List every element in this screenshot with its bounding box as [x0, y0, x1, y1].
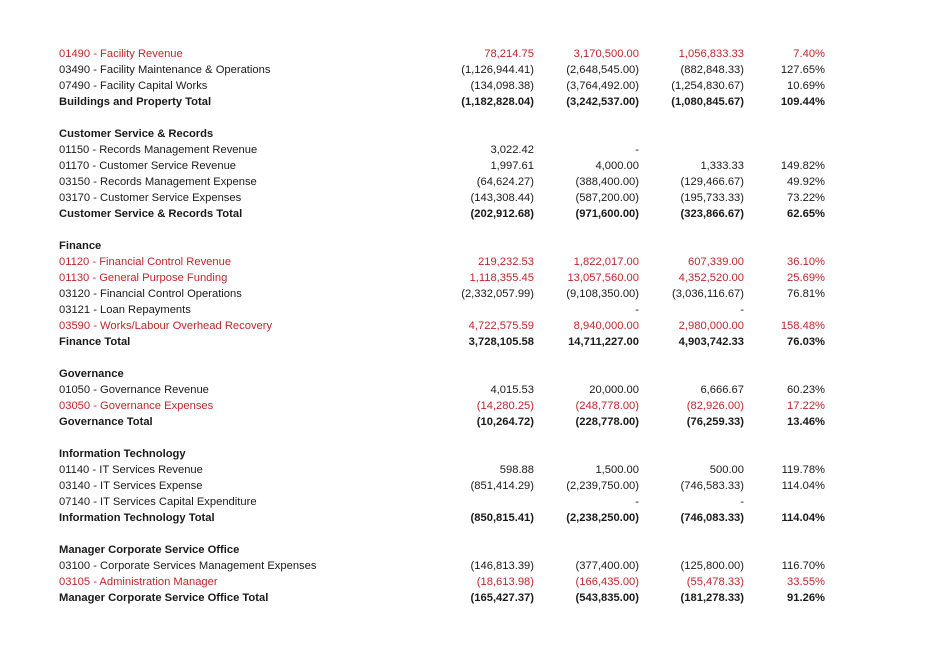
ytd-budget-value: 1,056,833.33: [678, 48, 744, 60]
table-row: [59, 142, 839, 158]
ytd-budget-value: 607,339.00: [688, 256, 744, 268]
budget-value: (2,648,545.00): [566, 64, 639, 76]
actual-value: (64,624.27): [476, 176, 534, 188]
actual-value: 1,118,355.45: [469, 272, 534, 284]
percent-value: 76.03%: [787, 336, 825, 348]
ytd-budget-value: 4,903,742.33: [678, 336, 744, 348]
spacer-row: [59, 222, 839, 238]
budget-value: (377,400.00): [575, 560, 639, 572]
row-label: Manager Corporate Service Office: [59, 544, 240, 556]
row-label: 03050 - Governance Expenses: [59, 400, 214, 412]
ytd-budget-value: (195,733.33): [680, 192, 744, 204]
section-header: [59, 126, 839, 142]
table-row: [59, 270, 839, 286]
budget-value: (3,242,537.00): [566, 96, 639, 108]
percent-value: 149.82%: [780, 160, 825, 172]
actual-value: (146,813.39): [470, 560, 534, 572]
table-row: [59, 302, 839, 318]
ytd-budget-value: -: [740, 304, 744, 316]
row-label: Manager Corporate Service Office Total: [59, 592, 269, 604]
percent-value: 158.48%: [780, 320, 825, 332]
row-label: Information Technology: [59, 448, 186, 460]
budget-report-table: [59, 46, 839, 606]
budget-value: (166,435.00): [575, 576, 639, 588]
row-label: Governance: [59, 368, 124, 380]
budget-value: (388,400.00): [575, 176, 639, 188]
actual-value: 598.88: [499, 464, 534, 476]
table-row: [59, 46, 839, 62]
percent-value: 114.04%: [781, 480, 825, 492]
row-label: 07490 - Facility Capital Works: [59, 80, 208, 92]
ytd-budget-value: 6,666.67: [700, 384, 744, 396]
actual-value: 4,015.53: [490, 384, 534, 396]
row-label: 03590 - Works/Labour Overhead Recovery: [59, 320, 273, 332]
actual-value: (1,126,944.41): [461, 64, 534, 76]
actual-value: (850,815.41): [470, 512, 534, 524]
row-label: 03120 - Financial Control Operations: [59, 288, 242, 300]
row-label: 01050 - Governance Revenue: [59, 384, 209, 396]
actual-value: (165,427.37): [470, 592, 534, 604]
ytd-budget-value: (746,083.33): [680, 512, 744, 524]
actual-value: 1,997.61: [490, 160, 534, 172]
spacer-row: [59, 430, 839, 446]
percent-value: 127.65%: [780, 64, 825, 76]
percent-value: 13.46%: [787, 416, 825, 428]
table-row: [59, 174, 839, 190]
table-row: [59, 574, 839, 590]
budget-value: (587,200.00): [575, 192, 639, 204]
section-total-row: [59, 590, 839, 606]
actual-value: (851,414.29): [470, 480, 534, 492]
budget-value: (2,239,750.00): [566, 480, 639, 492]
row-label: 03140 - IT Services Expense: [59, 480, 203, 492]
actual-value: 219,232.53: [478, 256, 534, 268]
table-row: [59, 286, 839, 302]
percent-value: 10.69%: [787, 80, 825, 92]
actual-value: (1,182,828.04): [461, 96, 534, 108]
ytd-budget-value: (76,259.33): [686, 416, 744, 428]
budget-value: (2,238,250.00): [566, 512, 639, 524]
percent-value: 91.26%: [787, 592, 825, 604]
actual-value: 3,728,105.58: [468, 336, 534, 348]
budget-value: -: [635, 144, 639, 156]
actual-value: 78,214.75: [484, 48, 534, 60]
budget-value: (228,778.00): [575, 416, 639, 428]
actual-value: (18,613.98): [476, 576, 534, 588]
ytd-budget-value: (129,466.67): [680, 176, 744, 188]
budget-value: 8,940,000.00: [573, 320, 639, 332]
ytd-budget-value: 4,352,520.00: [678, 272, 744, 284]
row-label: 01130 - General Purpose Funding: [59, 272, 228, 284]
budget-value: 13,057,560.00: [567, 272, 639, 284]
budget-value: 3,170,500.00: [573, 48, 639, 60]
actual-value: (143,308.44): [470, 192, 534, 204]
ytd-budget-value: (746,583.33): [680, 480, 744, 492]
percent-value: 119.78%: [781, 464, 825, 476]
actual-value: (2,332,057.99): [461, 288, 534, 300]
row-label: 07140 - IT Services Capital Expenditure: [59, 496, 257, 508]
spacer-row: [59, 350, 839, 366]
percent-value: 76.81%: [787, 288, 825, 300]
row-label: 03121 - Loan Repayments: [59, 304, 191, 316]
actual-value: 4,722,575.59: [468, 320, 534, 332]
row-label: 01140 - IT Services Revenue: [59, 464, 203, 476]
percent-value: 116.70%: [781, 560, 825, 572]
ytd-budget-value: (882,848.33): [680, 64, 744, 76]
row-label: Finance: [59, 240, 102, 252]
row-label: 03105 - Administration Manager: [59, 576, 218, 588]
percent-value: 36.10%: [787, 256, 825, 268]
actual-value: (134,098.38): [470, 80, 534, 92]
actual-value: (10,264.72): [476, 416, 534, 428]
budget-value: (3,764,492.00): [566, 80, 639, 92]
ytd-budget-value: (1,254,830.67): [671, 80, 744, 92]
ytd-budget-value: (1,080,845.67): [671, 96, 744, 108]
row-label: Customer Service & Records Total: [59, 208, 243, 220]
spacer-row: [59, 526, 839, 542]
section-header: [59, 238, 839, 254]
table-row: [59, 78, 839, 94]
budget-value: 1,822,017.00: [573, 256, 639, 268]
ytd-budget-value: (323,866.67): [680, 208, 744, 220]
budget-value: (971,600.00): [575, 208, 639, 220]
percent-value: 17.22%: [787, 400, 825, 412]
row-label: 03100 - Corporate Services Management Expenses: [59, 560, 317, 572]
budget-value: 1,500.00: [595, 464, 639, 476]
section-total-row: [59, 334, 839, 350]
row-label: 03490 - Facility Maintenance & Operations: [59, 64, 271, 76]
section-header: [59, 446, 839, 462]
budget-value: (248,778.00): [575, 400, 639, 412]
section-total-row: [59, 414, 839, 430]
table-row: [59, 254, 839, 270]
row-label: Customer Service & Records: [59, 128, 214, 140]
ytd-budget-value: (55,478.33): [686, 576, 744, 588]
percent-value: 114.04%: [781, 512, 825, 524]
section-total-row: [59, 510, 839, 526]
budget-value: 20,000.00: [589, 384, 639, 396]
actual-value: (202,912.68): [470, 208, 534, 220]
ytd-budget-value: (82,926.00): [686, 400, 744, 412]
percent-value: 33.55%: [787, 576, 825, 588]
budget-value: -: [635, 496, 639, 508]
percent-value: 60.23%: [787, 384, 825, 396]
budget-value: 4,000.00: [595, 160, 639, 172]
row-label: 01490 - Facility Revenue: [59, 48, 183, 60]
percent-value: 25.69%: [787, 272, 825, 284]
table-row: [59, 494, 839, 510]
table-row: [59, 158, 839, 174]
section-total-row: [59, 94, 839, 110]
row-label: Finance Total: [59, 336, 131, 348]
percent-value: 7.40%: [793, 48, 825, 60]
actual-value: (14,280.25): [476, 400, 534, 412]
percent-value: 62.65%: [787, 208, 825, 220]
ytd-budget-value: 1,333.33: [700, 160, 744, 172]
budget-value: (543,835.00): [575, 592, 639, 604]
actual-value: 3,022.42: [490, 144, 534, 156]
row-label: Information Technology Total: [59, 512, 215, 524]
spacer-row: [59, 110, 839, 126]
row-label: 01170 - Customer Service Revenue: [59, 160, 237, 172]
table-row: [59, 558, 839, 574]
row-label: 01120 - Financial Control Revenue: [59, 256, 232, 268]
budget-value: 14,711,227.00: [568, 336, 639, 348]
row-label: 03150 - Records Management Expense: [59, 176, 257, 188]
section-header: [59, 542, 839, 558]
percent-value: 109.44%: [780, 96, 825, 108]
percent-value: 73.22%: [787, 192, 825, 204]
table-row: [59, 398, 839, 414]
ytd-budget-value: 2,980,000.00: [678, 320, 744, 332]
ytd-budget-value: (181,278.33): [680, 592, 744, 604]
table-row: [59, 62, 839, 78]
ytd-budget-value: (3,036,116.67): [672, 288, 744, 300]
table-row: [59, 318, 839, 334]
table-row: [59, 382, 839, 398]
ytd-budget-value: -: [740, 496, 744, 508]
section-header: [59, 366, 839, 382]
section-total-row: [59, 206, 839, 222]
table-row: [59, 462, 839, 478]
table-row: [59, 478, 839, 494]
row-label: 03170 - Customer Service Expenses: [59, 192, 242, 204]
table-row: [59, 190, 839, 206]
ytd-budget-value: 500.00: [709, 464, 744, 476]
budget-value: (9,108,350.00): [566, 288, 639, 300]
row-label: Buildings and Property Total: [59, 96, 212, 108]
percent-value: 49.92%: [787, 176, 825, 188]
row-label: 01150 - Records Management Revenue: [59, 144, 258, 156]
ytd-budget-value: (125,800.00): [680, 560, 744, 572]
row-label: Governance Total: [59, 416, 153, 428]
budget-value: -: [635, 304, 639, 316]
